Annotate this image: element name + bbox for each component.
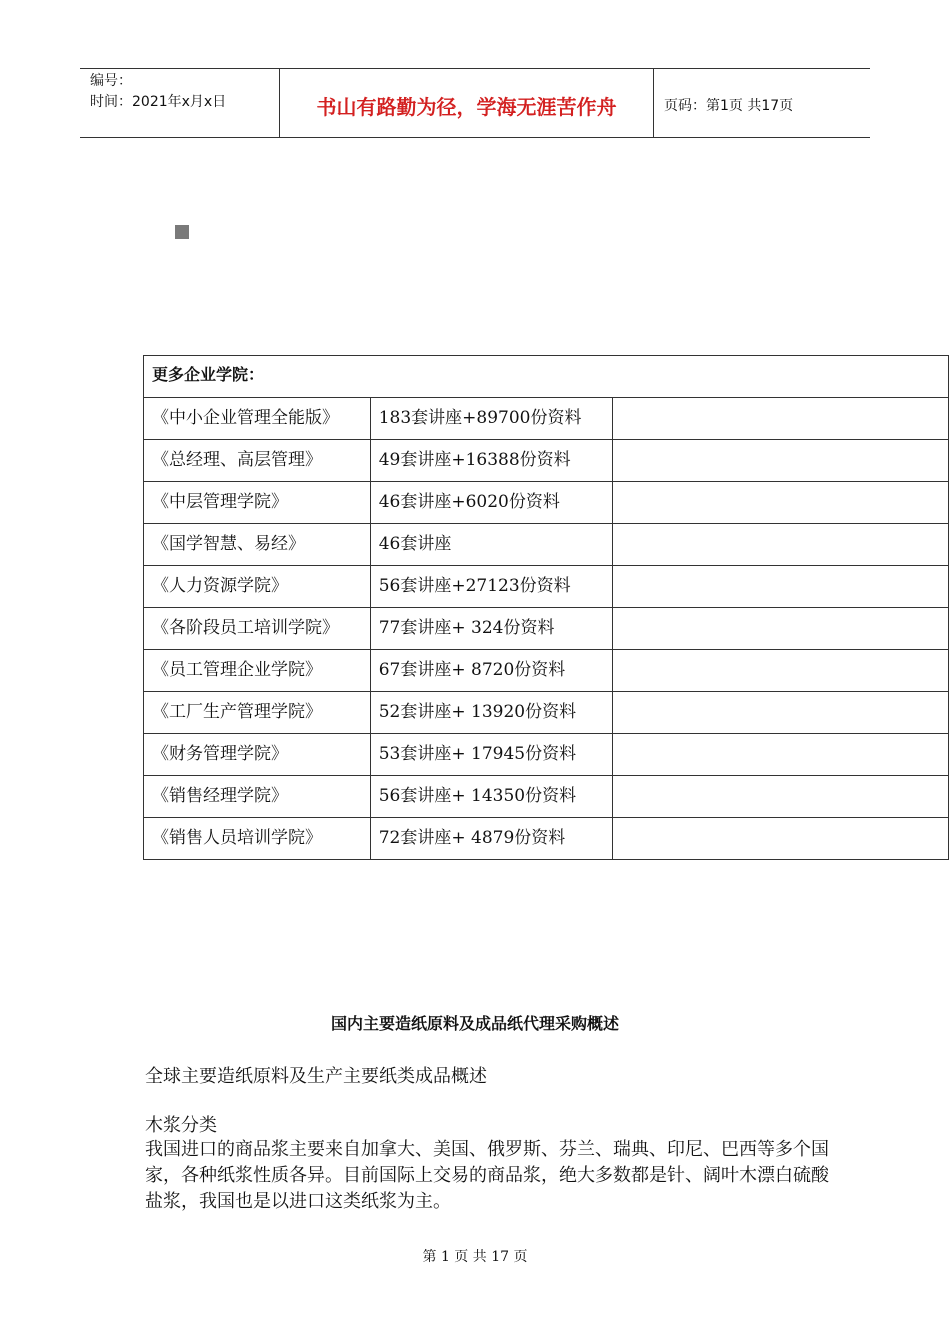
course-name: 《员工管理企业学院》 bbox=[144, 650, 371, 692]
course-name: 《中层管理学院》 bbox=[144, 482, 371, 524]
course-name: 《各阶段员工培训学院》 bbox=[144, 608, 371, 650]
table-row bbox=[144, 524, 949, 566]
page-footer: 第 1 页 共 17 页 bbox=[422, 1249, 528, 1265]
course-name: 《中小企业管理全能版》 bbox=[144, 398, 371, 440]
paragraph-pulp-heading: 木浆分类 bbox=[145, 1115, 217, 1136]
table-row bbox=[144, 482, 949, 524]
course-name: 《财务管理学院》 bbox=[144, 734, 371, 776]
table-row bbox=[144, 776, 949, 818]
header-page-info: 页码：第1页 共17页 bbox=[664, 98, 794, 114]
document-header bbox=[80, 68, 870, 138]
course-name: 《销售人员培训学院》 bbox=[144, 818, 371, 860]
table-row bbox=[144, 566, 949, 608]
course-content: 49套讲座+16388份资料 bbox=[370, 440, 613, 482]
course-content: 46套讲座+6020份资料 bbox=[370, 482, 613, 524]
course-extra bbox=[613, 524, 949, 566]
course-extra bbox=[613, 776, 949, 818]
table-title-row bbox=[144, 356, 949, 398]
course-name: 《国学智慧、易经》 bbox=[144, 524, 371, 566]
table-row bbox=[144, 650, 949, 692]
course-content: 52套讲座+ 13920份资料 bbox=[370, 692, 613, 734]
course-extra bbox=[613, 440, 949, 482]
table-row bbox=[144, 818, 949, 860]
course-table bbox=[143, 355, 949, 860]
table-row bbox=[144, 692, 949, 734]
course-content: 56套讲座+27123份资料 bbox=[370, 566, 613, 608]
table-row bbox=[144, 440, 949, 482]
course-extra bbox=[613, 818, 949, 860]
course-extra bbox=[613, 398, 949, 440]
course-extra bbox=[613, 482, 949, 524]
course-content: 67套讲座+ 8720份资料 bbox=[370, 650, 613, 692]
course-content: 183套讲座+89700份资料 bbox=[370, 398, 613, 440]
paragraph-pulp-body: 我国进口的商品浆主要来自加拿大、美国、俄罗斯、芬兰、瑞典、印尼、巴西等多个国家，各种纸浆性质各异。目前国际上交易的商品浆，绝大多数都是针、阔叶木漂白硫酸盐浆，我国也是以进口这类纸浆为主。 bbox=[145, 1139, 829, 1212]
course-extra bbox=[613, 566, 949, 608]
paragraph-overview: 全球主要造纸原料及生产主要纸类成品概述 bbox=[145, 1066, 487, 1087]
course-content: 53套讲座+ 17945份资料 bbox=[370, 734, 613, 776]
course-content: 46套讲座 bbox=[370, 524, 613, 566]
header-motto: 书山有路勤为径，学海无涯苦作舟 bbox=[280, 69, 654, 137]
course-content: 72套讲座+ 4879份资料 bbox=[370, 818, 613, 860]
table-title: 更多企业学院： bbox=[144, 356, 949, 398]
course-content: 56套讲座+ 14350份资料 bbox=[370, 776, 613, 818]
course-name: 《销售经理学院》 bbox=[144, 776, 371, 818]
table-row bbox=[144, 734, 949, 776]
section-title: 国内主要造纸原料及成品纸代理采购概述 bbox=[330, 1014, 619, 1033]
course-extra bbox=[613, 734, 949, 776]
code-label: 编号： bbox=[90, 73, 132, 89]
course-name: 《人力资源学院》 bbox=[144, 566, 371, 608]
course-name: 《总经理、高层管理》 bbox=[144, 440, 371, 482]
time-label: 时间：2021年x月x日 bbox=[90, 94, 227, 110]
course-content: 77套讲座+ 324份资料 bbox=[370, 608, 613, 650]
course-extra bbox=[613, 692, 949, 734]
course-name: 《工厂生产管理学院》 bbox=[144, 692, 371, 734]
course-extra bbox=[613, 608, 949, 650]
table-row bbox=[144, 608, 949, 650]
table-row bbox=[144, 398, 949, 440]
header-meta bbox=[80, 69, 280, 137]
course-extra bbox=[613, 650, 949, 692]
square-bullet-icon bbox=[175, 225, 189, 239]
